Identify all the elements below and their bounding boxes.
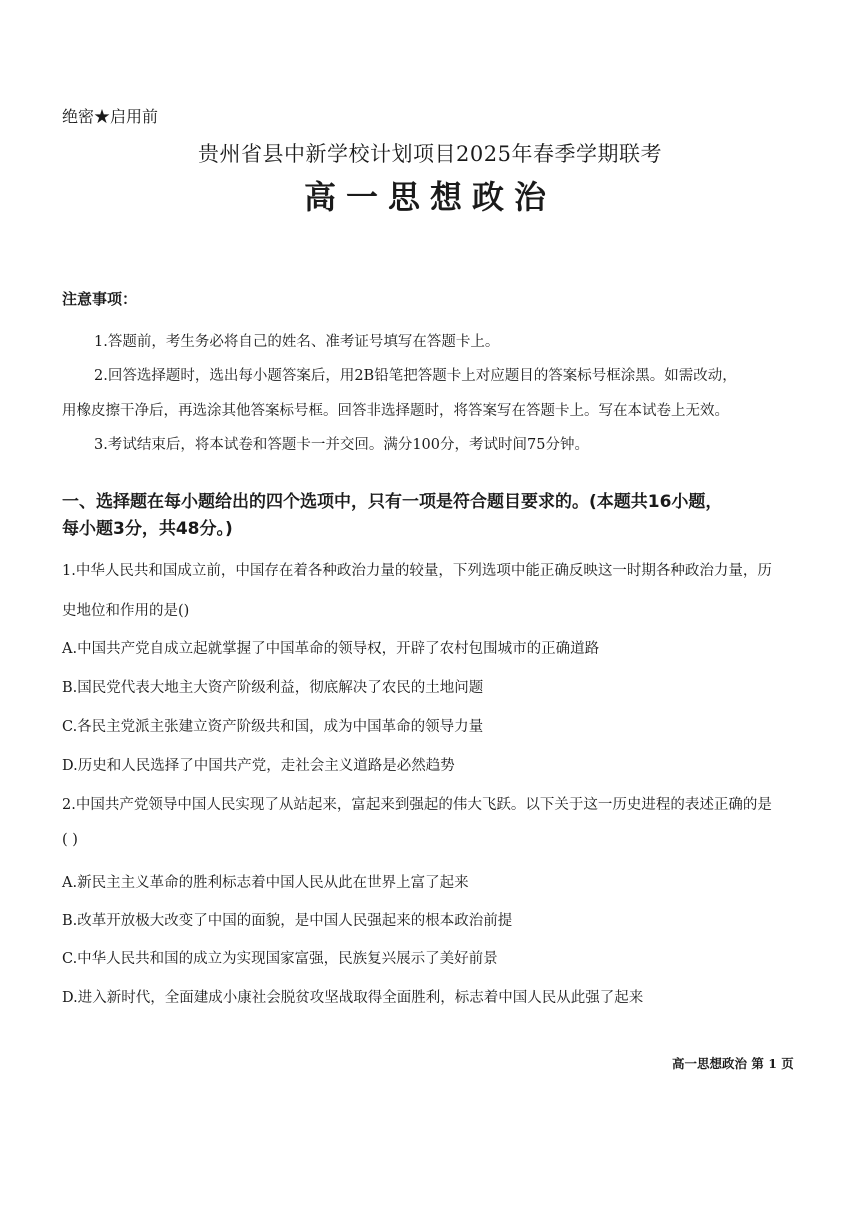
notice-item-2: 2.回答选择题时，选出每小题答案后，用2B铅笔把答题卡上对应题目的答案标号框涂黑。如需改动， — [94, 368, 737, 384]
question-1-option-a: A.中国共产党自成立起就掌握了中国革命的领导权，开辟了农村包围城市的正确道路 — [62, 641, 600, 657]
section-heading-line-1: 一、选择题在每小题给出的四个选项中，只有一项是符合题目要求的。(本题共16小题， — [62, 492, 723, 512]
exam-subtitle: 贵州省县中新学校计划项目2025年春季学期联考 — [198, 142, 662, 166]
question-2-option-d: D.进入新时代，全面建成小康社会脱贫攻坚战取得全面胜利，标志着中国人民从此强了起来 — [62, 990, 644, 1006]
question-1-option-d: D.历史和人民选择了中国共产党，走社会主义道路是必然趋势 — [62, 758, 455, 774]
question-1-option-b: B.国民党代表大地主大资产阶级利益，彻底解决了农民的土地问题 — [62, 680, 484, 696]
notice-item-1: 1.答题前，考生务必将自己的姓名、准考证号填写在答题卡上。 — [94, 334, 500, 350]
section-heading — [62, 489, 722, 543]
exam-title: 高一思想政治 — [303, 178, 556, 216]
page-footer: 高一思想政治 第 1 页 — [672, 1056, 794, 1071]
notice-item-2-continued: 用橡皮擦干净后，再选涂其他答案标号框。回答非选择题时，将答案写在答题卡上。写在本试卷上无效。 — [62, 403, 729, 419]
question-2-stem: 2.中国共产党领导中国人民实现了从站起来，富起来到强起的伟大飞跃。以下关于这一历史进程的表述正确的是 — [62, 797, 772, 813]
section-heading-line-2: 每小题3分，共48分。) — [62, 519, 233, 539]
question-2-option-a: A.新民主主义革命的胜利标志着中国人民从此在世界上富了起来 — [62, 875, 469, 891]
secret-mark: 绝密★启用前 — [62, 107, 159, 126]
question-2-stem-continued: ( ) — [62, 832, 78, 848]
notice-item-3: 3.考试结束后，将本试卷和答题卡一并交回。满分100分，考试时间75分钟。 — [94, 437, 589, 453]
question-1-option-c: C.各民主党派主张建立资产阶级共和国，成为中国革命的领导力量 — [62, 719, 484, 735]
question-2-option-c: C.中华人民共和国的成立为实现国家富强，民族复兴展示了美好前景 — [62, 951, 498, 967]
question-1-stem: 1.中华人民共和国成立前，中国存在着各种政治力量的较量，下列选项中能正确反映这一时期各种政治力量，历 — [62, 563, 772, 579]
question-2-option-b: B.改革开放极大改变了中国的面貌，是中国人民强起来的根本政治前提 — [62, 913, 513, 929]
notice-heading: 注意事项： — [62, 290, 138, 308]
question-1-stem-continued: 史地位和作用的是() — [62, 603, 190, 619]
